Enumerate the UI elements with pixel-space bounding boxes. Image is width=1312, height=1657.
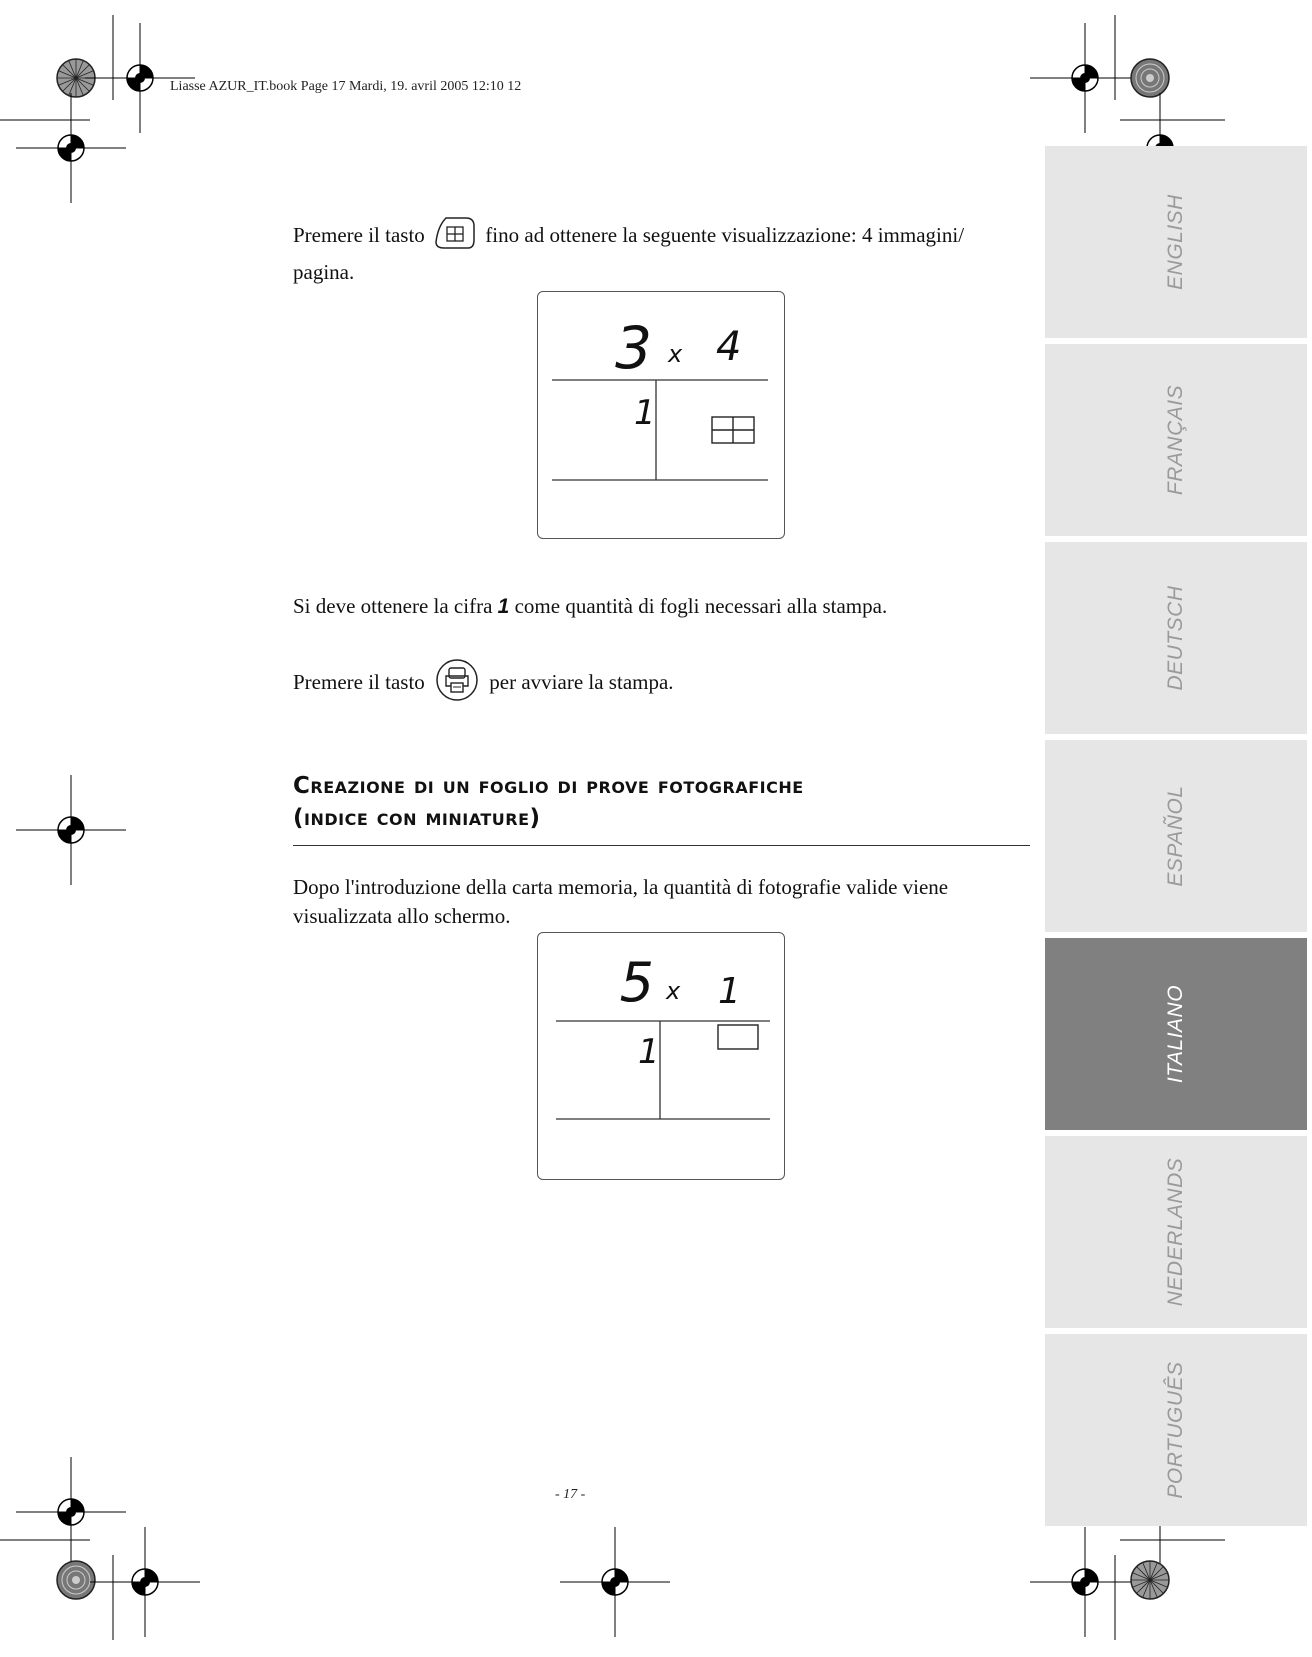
print-button-icon (434, 657, 480, 711)
memory-card-note: Dopo l'introduzione della carta memoria, la quantità di fotografie valide viene visualizzata allo schermo. (293, 875, 949, 928)
lcd-screen-2 (538, 933, 784, 1179)
tab-espanol[interactable] (1045, 740, 1307, 932)
section-heading (293, 770, 1033, 834)
tab-label: ESPAÑOL (1164, 785, 1187, 887)
text-after: come quantità di fogli necessari alla stampa. (514, 594, 888, 618)
lcd-sheets: 1 (638, 1032, 660, 1072)
heading-line-1: Creazione di un foglio di prove fotografiche (293, 773, 804, 799)
lcd-display-count (537, 932, 785, 1180)
lcd-screen-1 (538, 292, 784, 538)
tab-label: FRANÇAIS (1164, 384, 1187, 496)
lcd-copies: 3 (615, 314, 652, 382)
book-header: Liasse AZUR_IT.book Page 17 Mardi, 19. avril 2005 12:10 12 (170, 79, 522, 94)
heading-line-2: (indice con miniature) (293, 805, 541, 831)
layout-key-icon (434, 216, 476, 258)
page-number: - 17 - (555, 1487, 586, 1502)
instruction-print (293, 657, 1029, 711)
lcd-multiplier: x (666, 977, 681, 1005)
tab-label: NEDERLANDS (1164, 1157, 1187, 1307)
tab-francais[interactable] (1045, 344, 1307, 536)
highlight-number: 1 (497, 595, 510, 618)
tab-nederlands[interactable] (1045, 1136, 1307, 1328)
heading-divider (293, 845, 1030, 846)
tab-portugues[interactable] (1045, 1334, 1307, 1526)
tab-label: ITALIANO (1164, 984, 1187, 1084)
tab-deutsch[interactable] (1045, 542, 1307, 734)
single-frame-icon (718, 1025, 758, 1049)
lcd-sheets: 1 (634, 393, 656, 433)
text-before: Si deve ottenere la cifra (293, 594, 493, 618)
text-before-icon: Premere il tasto (293, 669, 425, 694)
text-before-icon: Premere il tasto (293, 222, 425, 247)
sheets-note (293, 592, 1029, 621)
lcd-display-layout (537, 291, 785, 539)
tab-english[interactable] (1045, 146, 1307, 338)
lcd-multiplier: x (668, 340, 683, 368)
lcd-copies: 5 (619, 951, 654, 1014)
text-after-icon: per avviare la stampa. (489, 669, 674, 694)
text-after-icon: fino ad ottenere la seguente visualizzazione: 4 immagini/ pagina. (293, 222, 965, 284)
tab-label: PORTUGUÊS (1164, 1361, 1187, 1499)
tab-label: ENGLISH (1164, 194, 1187, 290)
tab-label: DEUTSCH (1164, 585, 1187, 691)
four-grid-icon (712, 417, 754, 443)
tab-italiano[interactable] (1045, 938, 1307, 1130)
instruction-layout (293, 216, 1029, 287)
lcd-images: 1 (718, 971, 741, 1012)
lcd-images: 4 (716, 324, 742, 370)
